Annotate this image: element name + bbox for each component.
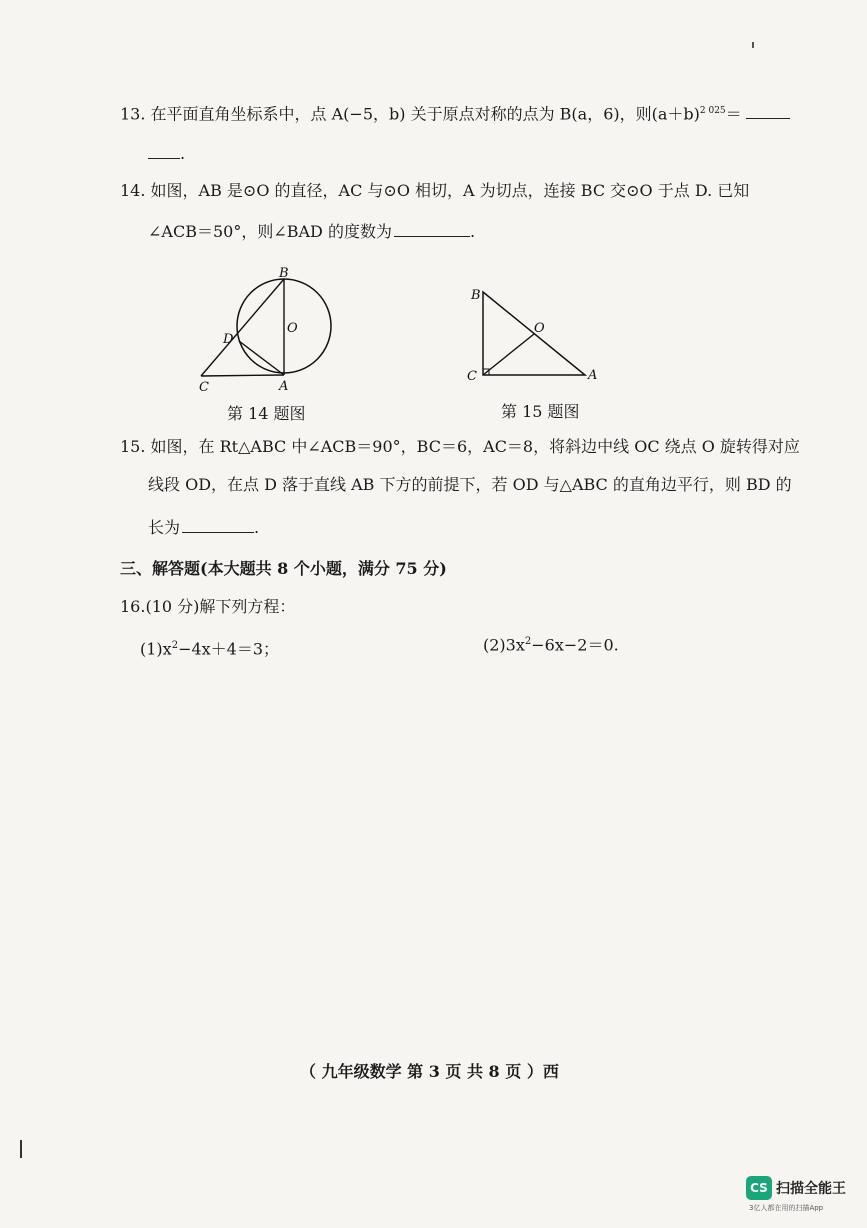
question-14-line1: 14. 如图，AB 是⊙O 的直径，AC 与⊙O 相切，A 为切点，连接 BC 交⊙O 于点 D. 已知 xyxy=(120,181,750,200)
question-15-line2: 线段 OD，在点 D 落于直线 AB 下方的前提下，若 OD 与△ABC 的直角边平行，则 BD 的 xyxy=(148,475,792,494)
scanner-logo-icon: CS xyxy=(746,1176,772,1200)
question-14-line2: ∠ACB＝50°，则∠BAD 的度数为 . xyxy=(148,222,476,241)
answer-blank-15[interactable] xyxy=(182,517,254,533)
section-3-heading: 三、解答题(本大题共 8 个小题，满分 75 分) xyxy=(120,559,447,578)
figure-14-caption: 第 14 题图 xyxy=(227,404,306,423)
question-16-eq1-post: −4x＋4＝3； xyxy=(178,639,280,659)
question-16-eq2 xyxy=(483,632,619,655)
question-13-text: 13. 在平面直角坐标系中，点 A(−5，b) 关于原点对称的点为 B(a，6)，则(a＋b) xyxy=(120,104,700,124)
figure-14-label-a: A xyxy=(279,379,289,394)
question-16-eq1-sup: 2 xyxy=(171,640,179,651)
question-13 xyxy=(120,101,790,124)
figure-15-caption: 第 15 题图 xyxy=(501,402,580,421)
question-13-cont: . xyxy=(148,143,185,164)
figure-14-label-o: O xyxy=(287,321,298,336)
question-16-eq1-pre: (1)x xyxy=(140,639,172,659)
figure-14-tangent-ca xyxy=(201,375,284,376)
answer-blank-14[interactable] xyxy=(394,221,470,237)
question-16-intro: 16.(10 分)解下列方程： xyxy=(120,597,296,616)
scanner-tagline: 3亿人都在用的扫描App xyxy=(749,1204,824,1212)
figure-15 xyxy=(465,282,605,387)
answer-blank-13-cont[interactable] xyxy=(148,143,180,159)
figure-15-label-b: B xyxy=(471,288,481,303)
scan-mark-top xyxy=(752,42,754,48)
figure-14 xyxy=(195,265,345,395)
page-footer: （ 九年级数学 第 3 页 共 8 页 ）西 xyxy=(300,1062,559,1081)
figure-14-line-cb xyxy=(201,279,284,376)
figure-14-label-b: B xyxy=(279,266,289,281)
figure-14-label-d: D xyxy=(223,332,234,347)
question-16-eq2-pre: (2)3x xyxy=(483,635,525,655)
figure-15-label-a: A xyxy=(588,368,598,383)
question-16-eq2-sup: 2 xyxy=(524,636,532,647)
question-15-line1: 15. 如图，在 Rt△ABC 中∠ACB＝90°，BC＝6，AC＝8，将斜边中线 OC 绕点 O 旋转得对应 xyxy=(120,437,800,456)
scan-mark-left xyxy=(20,1140,22,1158)
answer-blank-13[interactable] xyxy=(746,103,790,119)
figure-15-label-c: C xyxy=(467,369,477,384)
question-15-line3-text: 长为 xyxy=(148,518,181,537)
scanner-brand: 扫描全能王 xyxy=(776,1181,846,1197)
figure-15-median-oc xyxy=(483,334,534,375)
figure-14-label-c: C xyxy=(199,380,209,395)
figure-15-label-o: O xyxy=(534,321,545,336)
question-13-equals: ＝ xyxy=(725,104,742,124)
question-16-eq2-post: −6x−2＝0. xyxy=(531,635,619,655)
question-14-line2-text: ∠ACB＝50°，则∠BAD 的度数为 xyxy=(148,222,392,241)
question-13-exponent: 2 025 xyxy=(699,106,726,116)
figure-14-line-da xyxy=(239,341,284,375)
question-15-line3: 长为 . xyxy=(148,518,260,537)
question-16-eq1 xyxy=(140,636,279,659)
